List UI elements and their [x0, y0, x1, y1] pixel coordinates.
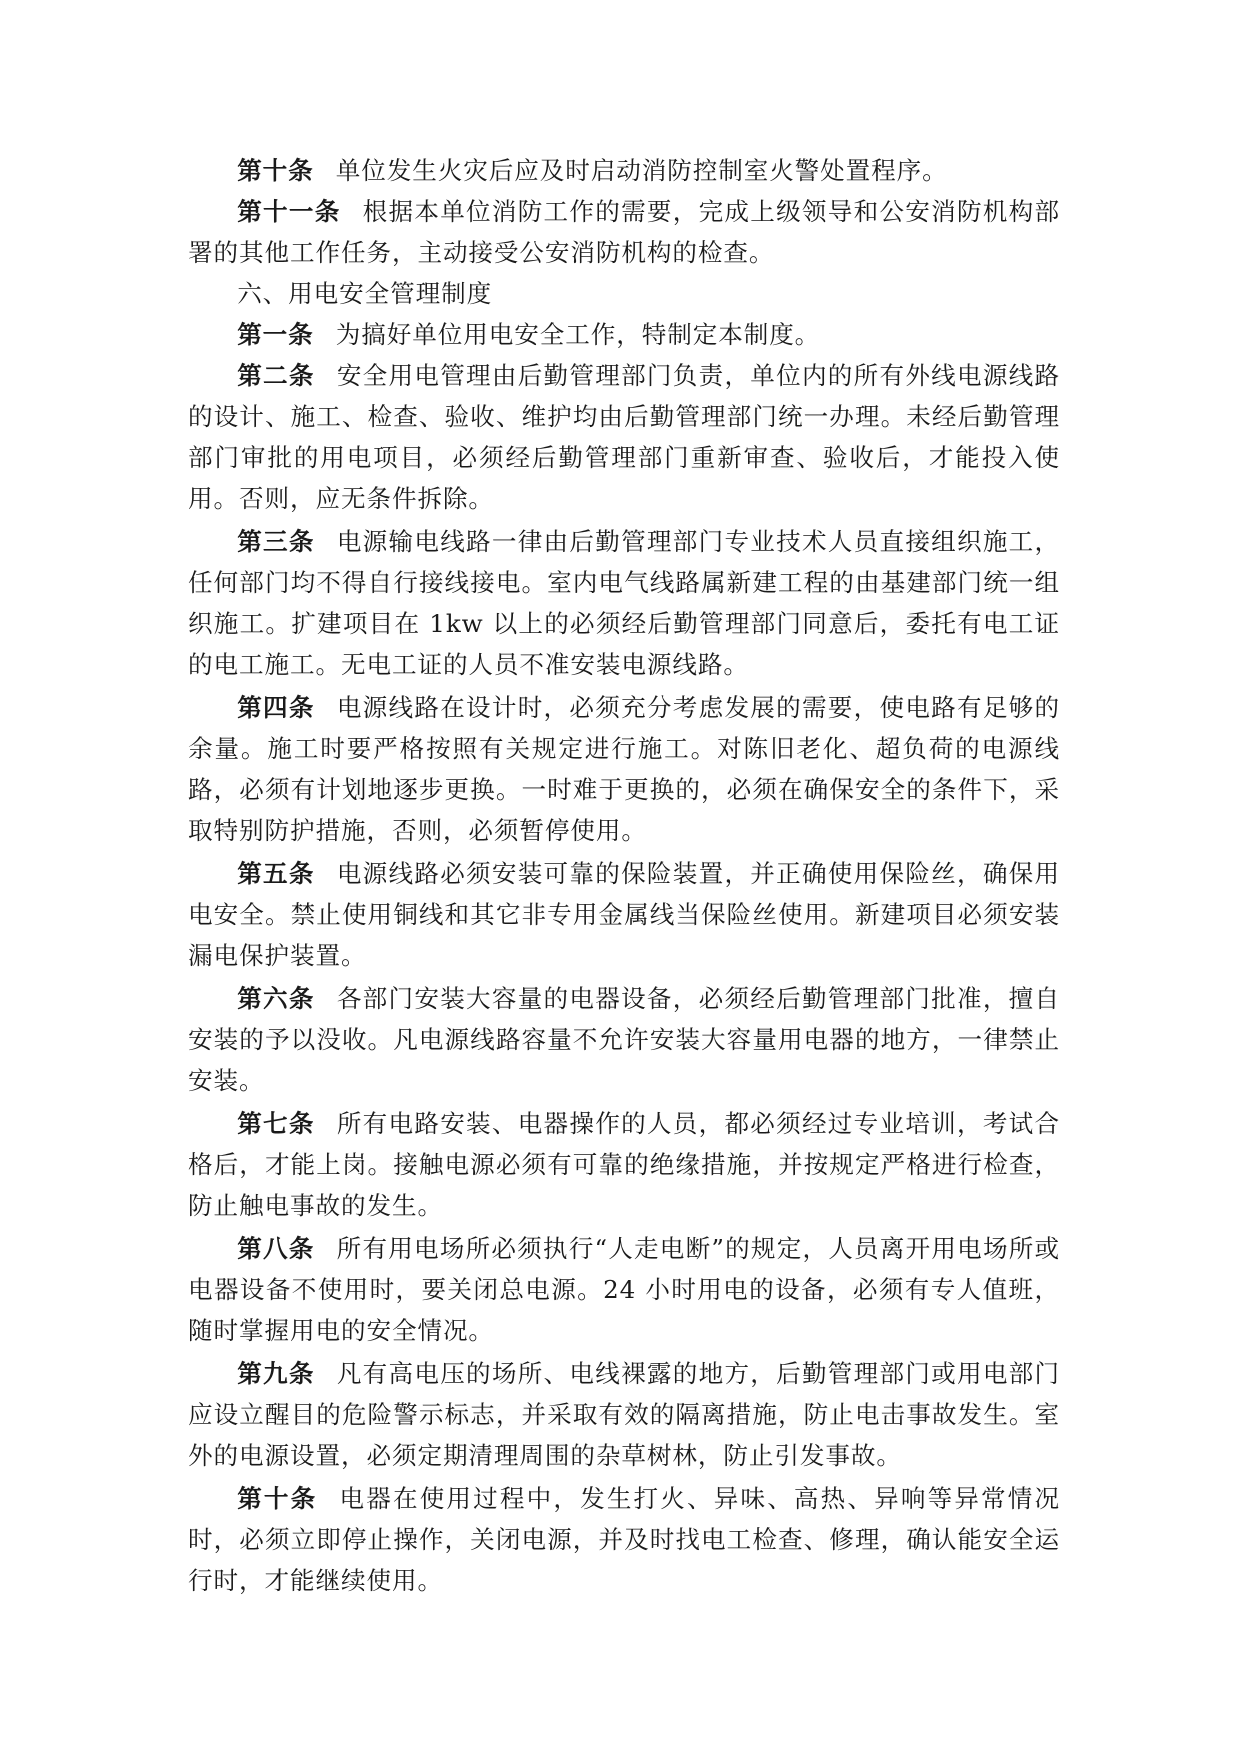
article-number: 第三条	[237, 527, 315, 556]
article-number: 第十一条	[237, 197, 341, 226]
article-number: 第十条	[237, 156, 314, 185]
article-number: 第十条	[237, 1484, 318, 1513]
paragraph-electric-article-8	[188, 1228, 1060, 1351]
section-heading	[188, 273, 1060, 314]
paragraph-electric-article-10	[188, 1478, 1060, 1601]
paragraph-electric-article-3	[188, 521, 1060, 685]
article-text: 电源输电线路一律由后勤管理部门专业技术人员直接组织施工，任何部门均不得自行接线接电。室内电气线路属新建工程的由基建部门统一组织施工。扩建项目在 1kw 以上的必须经后勤管理部门同意后，委托有电工证的电工施工。无电工证的人员不准安装电源线路。	[188, 527, 1061, 679]
article-text: 电源线路必须安装可靠的保险装置，并正确使用保险丝，确保用电安全。禁止使用铜线和其它非专用金属线当保险丝使用。新建项目必须安装漏电保护装置。	[188, 859, 1061, 970]
article-text: 单位发生火灾后应及时启动消防控制室火警处置程序。	[335, 156, 948, 185]
article-number: 第四条	[237, 693, 315, 722]
article-number: 第六条	[237, 984, 315, 1013]
article-number: 第九条	[237, 1359, 315, 1388]
article-text: 根据本单位消防工作的需要，完成上级领导和公安消防机构部署的其他工作任务，主动接受公安消防机构的检查。	[188, 197, 1060, 267]
paragraph-electric-article-4	[188, 687, 1060, 851]
paragraph-electric-article-6	[188, 978, 1060, 1101]
paragraph-electric-article-5	[188, 853, 1060, 976]
article-number: 第五条	[237, 859, 315, 888]
article-text: 安全用电管理由后勤管理部门负责，单位内的所有外线电源线路的设计、施工、检查、验收、维护均由后勤管理部门统一办理。未经后勤管理部门审批的用电项目，必须经后勤管理部门重新审查、验收后，才能投入使用。否则，应无条件拆除。	[188, 361, 1061, 513]
section-heading-text: 六、用电安全管理制度	[237, 279, 493, 308]
article-number: 第八条	[237, 1234, 315, 1263]
document-body	[188, 150, 1060, 1601]
article-number: 第一条	[237, 320, 314, 349]
article-text: 各部门安装大容量的电器设备，必须经后勤管理部门批准，擅自安装的予以没收。凡电源线路容量不允许安装大容量用电器的地方，一律禁止安装。	[188, 984, 1061, 1095]
article-text: 电源线路在设计时，必须充分考虑发展的需要，使电路有足够的余量。施工时要严格按照有关规定进行施工。对陈旧老化、超负荷的电源线路，必须有计划地逐步更换。一时难于更换的，必须在确保安全的条件下，采取特别防护措施，否则，必须暂停使用。	[188, 693, 1061, 845]
article-number: 第七条	[237, 1109, 315, 1138]
paragraph-fire-article-11	[188, 191, 1060, 273]
paragraph-fire-article-10	[188, 150, 1060, 191]
article-text: 所有电路安装、电器操作的人员，都必须经过专业培训，考试合格后，才能上岗。接触电源必须有可靠的绝缘措施，并按规定严格进行检查，防止触电事故的发生。	[188, 1109, 1061, 1220]
article-text: 电器在使用过程中，发生打火、异味、高热、异响等异常情况时，必须立即停止操作，关闭电源，并及时找电工检查、修理，确认能安全运行时，才能继续使用。	[188, 1484, 1060, 1595]
article-number: 第二条	[237, 361, 315, 390]
paragraph-electric-article-2	[188, 355, 1060, 519]
article-text: 为搞好单位用电安全工作，特制定本制度。	[335, 320, 821, 349]
paragraph-electric-article-7	[188, 1103, 1060, 1226]
article-text: 凡有高电压的场所、电线裸露的地方，后勤管理部门或用电部门应设立醒目的危险警示标志，并采取有效的隔离措施，防止电击事故发生。室外的电源设置，必须定期清理周围的杂草树林，防止引发事故。	[188, 1359, 1061, 1470]
paragraph-electric-article-1	[188, 314, 1060, 355]
article-text: 所有用电场所必须执行“人走电断”的规定，人员离开用电场所或电器设备不使用时，要关闭总电源。24 小时用电的设备，必须有专人值班，随时掌握用电的安全情况。	[188, 1234, 1061, 1345]
paragraph-electric-article-9	[188, 1353, 1060, 1476]
